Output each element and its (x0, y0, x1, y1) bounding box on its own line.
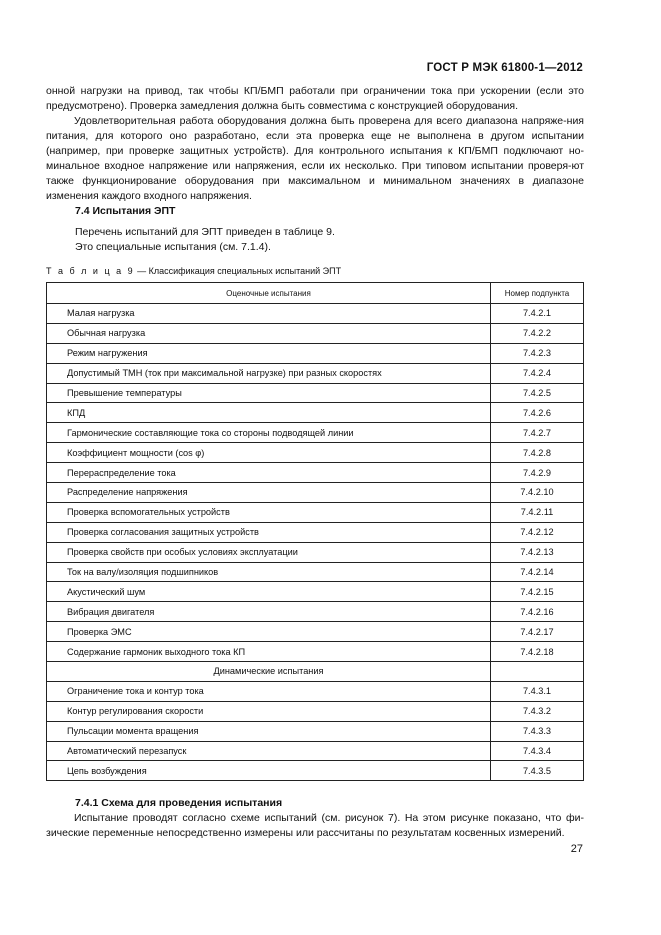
table-row (47, 721, 584, 741)
dynamic-section-row (47, 662, 584, 682)
table-row (47, 343, 584, 363)
table-row (47, 542, 584, 562)
subclause-number-cell: 7.4.3.4 (491, 741, 584, 761)
section-7-4-heading: 7.4 Испытания ЭПТ (75, 205, 176, 217)
table-row (47, 403, 584, 423)
table-row (47, 463, 584, 483)
test-name-cell: Малая нагрузка (47, 304, 491, 324)
test-name-cell: Вибрация двигателя (47, 602, 491, 622)
table-row (47, 622, 584, 642)
test-name-cell: Режим нагружения (47, 343, 491, 363)
subclause-number-cell: 7.4.2.6 (491, 403, 584, 423)
subclause-number-cell: 7.4.2.11 (491, 502, 584, 522)
intro-paragraph-2: Удовлетворительная работа оборудования должна быть проверена для всего диапазона напряже-ния питания, для которого оно разработано, если эта проверка еще не выполнена в другом испытании (например, при проверке защитных устройств). Для контрольного испытания к КП/БМП подключают но-минальное входное напряжение или напряжения, если их несколько. При типовом испытании проверя-ют также функционирование оборудования при максимальном и минимальном значениях в диапазоне изменения каждого входного напряжения. (46, 115, 584, 202)
subclause-number-cell: 7.4.2.5 (491, 383, 584, 403)
subclause-number-cell: 7.4.2.1 (491, 304, 584, 324)
intro-paragraph-1: онной нагрузки на привод, так чтобы КП/БМП работали при ограничении тока при ускорении (если это предусмотрено). Проверка замедления должна быть совместима с конструкцией оборудования. (46, 85, 584, 112)
subclause-number-cell: 7.4.2.2 (491, 323, 584, 343)
table-row (47, 741, 584, 761)
test-name-cell: Коэффициент мощности (cos φ) (47, 443, 491, 463)
test-name-cell: Проверка ЭМС (47, 622, 491, 642)
table-row (47, 582, 584, 602)
table-row (47, 304, 584, 324)
test-name-cell: Перераспределение тока (47, 463, 491, 483)
table-row (47, 701, 584, 721)
test-name-cell: Обычная нагрузка (47, 323, 491, 343)
test-name-cell: Цепь возбуждения (47, 761, 491, 781)
table-row (47, 483, 584, 503)
test-name-cell: Распределение напряжения (47, 483, 491, 503)
test-name-cell: Пульсации момента вращения (47, 721, 491, 741)
table-row (47, 522, 584, 542)
table-row (47, 323, 584, 343)
subclause-number-cell: 7.4.2.3 (491, 343, 584, 363)
test-name-cell: Автоматический перезапуск (47, 741, 491, 761)
dynamic-section-header: Динамические испытания (47, 662, 491, 682)
subclause-number-cell: 7.4.2.10 (491, 483, 584, 503)
document-header: ГОСТ Р МЭК 61800-1—2012 (426, 62, 583, 74)
subclause-number-cell: 7.4.2.7 (491, 423, 584, 443)
table-caption-prefix: Т а б л и ц а 9 (46, 266, 135, 276)
dynamic-section-empty-cell (491, 662, 584, 682)
table-row (47, 562, 584, 582)
test-name-cell: Акустический шум (47, 582, 491, 602)
table-caption-text: — Классификация специальных испытаний ЭПТ (134, 266, 342, 276)
section-7-4-1-text: Испытание проводят согласно схеме испытаний (см. рисунок 7). На этом рисунке показано, что фи-зические переменные непосредственно измерены или рассчитаны по результатам косвенных измерений. (46, 812, 584, 839)
test-name-cell: Гармонические составляющие тока со стороны подводящей линии (47, 423, 491, 443)
test-name-cell: КПД (47, 403, 491, 423)
page-number: 27 (570, 843, 583, 855)
subclause-number-cell: 7.4.2.17 (491, 622, 584, 642)
table-row (47, 363, 584, 383)
column-header-test: Оценочные испытания (47, 283, 491, 304)
table-row (47, 761, 584, 781)
subclause-number-cell: 7.4.2.18 (491, 642, 584, 662)
test-name-cell: Допустимый ТМН (ток при максимальной нагрузке) при разных скоростях (47, 363, 491, 383)
classification-table (46, 282, 584, 781)
table-row (47, 681, 584, 701)
section-7-4-line-1: Перечень испытаний для ЭПТ приведен в таблице 9. (75, 226, 335, 238)
subclause-number-cell: 7.4.2.9 (491, 463, 584, 483)
subclause-number-cell: 7.4.3.1 (491, 681, 584, 701)
test-name-cell: Содержание гармоник выходного тока КП (47, 642, 491, 662)
table-row (47, 642, 584, 662)
table-row (47, 602, 584, 622)
subclause-number-cell: 7.4.2.14 (491, 562, 584, 582)
test-name-cell: Превышение температуры (47, 383, 491, 403)
subclause-number-cell: 7.4.2.15 (491, 582, 584, 602)
subclause-number-cell: 7.4.2.13 (491, 542, 584, 562)
table-header-row (47, 283, 584, 304)
column-header-number: Номер подпункта (491, 283, 584, 304)
subclause-number-cell: 7.4.2.4 (491, 363, 584, 383)
test-name-cell: Проверка согласования защитных устройств (47, 522, 491, 542)
section-7-4-line-2: Это специальные испытания (см. 7.1.4). (75, 241, 271, 253)
table-row (47, 443, 584, 463)
section-7-4-1-heading: 7.4.1 Схема для проведения испытания (75, 797, 283, 809)
table-row (47, 502, 584, 522)
section-7-4-1-block (46, 811, 584, 841)
table-caption (46, 266, 341, 276)
subclause-number-cell: 7.4.3.5 (491, 761, 584, 781)
test-name-cell: Ограничение тока и контур тока (47, 681, 491, 701)
subclause-number-cell: 7.4.3.2 (491, 701, 584, 721)
test-name-cell: Проверка вспомогательных устройств (47, 502, 491, 522)
intro-block (46, 84, 584, 204)
test-name-cell: Проверка свойств при особых условиях эксплуатации (47, 542, 491, 562)
subclause-number-cell: 7.4.2.8 (491, 443, 584, 463)
subclause-number-cell: 7.4.2.16 (491, 602, 584, 622)
test-name-cell: Ток на валу/изоляция подшипников (47, 562, 491, 582)
test-name-cell: Контур регулирования скорости (47, 701, 491, 721)
subclause-number-cell: 7.4.2.12 (491, 522, 584, 542)
table-row (47, 423, 584, 443)
subclause-number-cell: 7.4.3.3 (491, 721, 584, 741)
table-row (47, 383, 584, 403)
